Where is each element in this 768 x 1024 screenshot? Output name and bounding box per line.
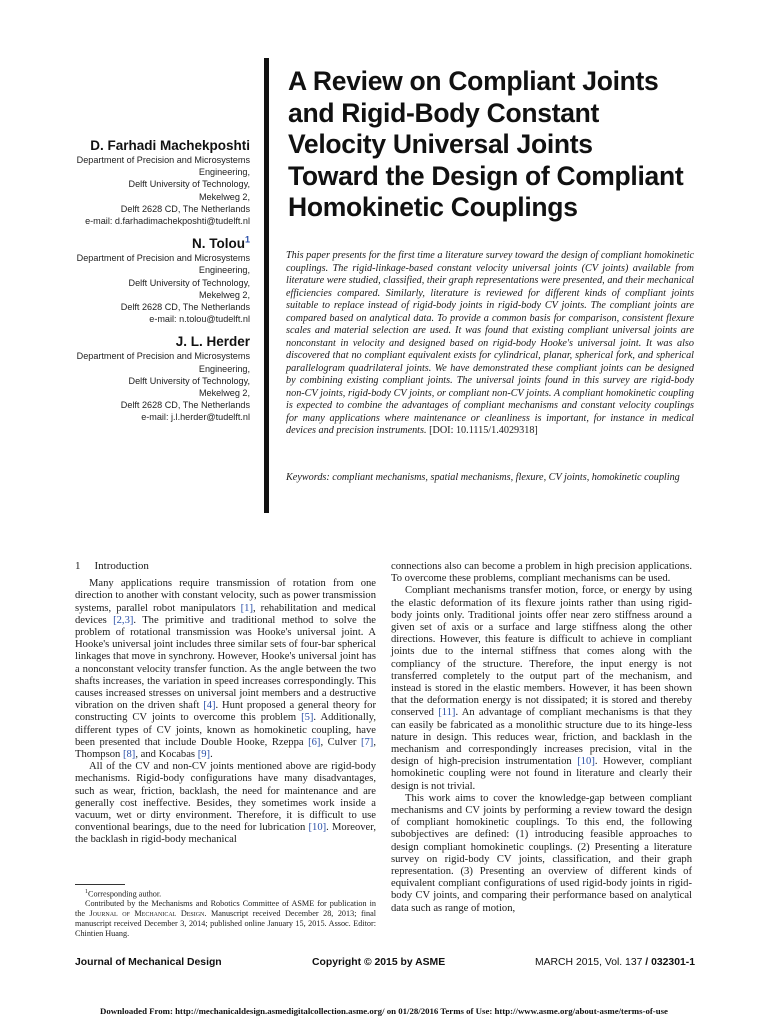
title-line: and Rigid-Body Constant — [288, 97, 600, 128]
affiliation-line: Engineering, — [198, 265, 250, 276]
text-run: . Hunt proposed a general theory for constructing CV joints to overcome this problem — [75, 700, 376, 724]
abstract — [286, 250, 694, 438]
citation-link[interactable]: [5] — [301, 712, 314, 724]
citation-link[interactable]: [10] — [308, 822, 327, 834]
citation-link[interactable]: [1] — [240, 602, 254, 614]
citation-link[interactable]: [8] — [122, 749, 136, 761]
text-run: Compliant mechanisms transfer motion, force, or energy by using the elastic deformation of its flexure joints rather than using rigid-body joints only. Traditional joints offer near zero stiffness around a given set of axis or a surface and large stiffness along the other directions. However, this feature is difficult to achieve in compliant joints due to the internal stiffness that comes along with the compliancy of the structure. Therefore, the input energy is not transferred completely to the output part of the mechanism, and instead is stored in the elastic members. However, it has been shown that the deformation energy is not dissipated; it is stored and thereby conserved — [391, 585, 692, 719]
text-run: , and Kocabas — [135, 749, 198, 761]
section-heading — [75, 560, 376, 572]
author-name-text: J. L. Herder — [175, 334, 250, 350]
footnote-journal-name: Journal of Mechanical Design — [89, 909, 205, 919]
keywords: Keywords: compliant mechanisms, spatial mechanisms, flexure, CV joints, homokinetic coupling — [286, 472, 680, 483]
affiliation-line: Department of Precision and Microsystems — [76, 351, 250, 362]
text-run: . Moreover, the backlash in rigid-body mechanical — [75, 822, 376, 846]
paragraph — [75, 761, 376, 846]
footer-page-number: 032301-1 — [651, 957, 695, 968]
footnote-mark: 1 — [85, 889, 88, 895]
paragraph — [391, 585, 692, 792]
text-run: , Thompson — [75, 736, 376, 761]
footer-journal: Journal of Mechanical Design — [75, 957, 222, 968]
section-number: 1 — [75, 560, 81, 572]
footer-copyright: Copyright © 2015 by ASME — [312, 957, 446, 968]
author-name — [60, 333, 250, 350]
author-affiliation — [60, 350, 250, 423]
text-run: . However, compliant homokinetic coupling were not found in literature and clearly their design is not trivial. — [391, 756, 692, 792]
author-affiliation — [60, 154, 250, 227]
paper-title — [288, 66, 738, 224]
text-run: , Culver — [320, 736, 361, 748]
paragraph — [391, 561, 692, 585]
affiliation-line: Engineering, — [198, 363, 250, 374]
citation-link[interactable]: [7] — [360, 736, 374, 748]
citation-link[interactable]: [11] — [438, 707, 456, 719]
citation-link[interactable]: [10] — [577, 756, 595, 768]
citation-link[interactable]: [4] — [203, 700, 216, 712]
text-run: , rehabilitation and medical devices — [75, 602, 376, 626]
affiliation-line: Delft 2628 CD, The Netherlands — [120, 302, 250, 313]
doi[interactable]: [DOI: 10.1115/1.4029318] — [429, 425, 538, 436]
affiliation-line: Delft 2628 CD, The Netherlands — [120, 203, 250, 214]
body-column-right — [391, 561, 692, 915]
affiliation-line: Delft University of Technology, — [128, 277, 250, 288]
text-run: . Additionally, different types of CV joints, known as homokinetic coupling, have been presented that include Double Hooke, Rzeppa — [75, 712, 376, 748]
footnote-rule — [75, 884, 125, 885]
author-block — [60, 235, 250, 325]
text-run: This work aims to cover the knowledge-gap between compliant mechanisms and CV joints by performing a review toward the design of compliant homokinetic couplings. To this end, the following subobjectives are defined: (1) introducing feasible approaches to design compliant homokinetic couplings. (2) Presenting a literature survey on rigid-body CV joints, classification, and their graph representation. (3) Presenting an overview of different kinds of equivalent compliant configurations of used rigid-body joints in rigid-body CV joints, and comparing their performance based on analytical data such as range of motion, — [391, 792, 692, 914]
paragraph — [391, 793, 692, 915]
title-line: Toward the Design of Compliant — [288, 160, 684, 191]
body-column-left — [75, 560, 376, 847]
footer-separator: / — [642, 957, 652, 968]
text-run: . The primitive and traditional method to solve the problem of rotational transmission was Hooke's universal joint. A Hooke's universal joint includes three similar sets of four-bar spherical linkages that move in synchrony. However, Hooke's universal joint has a nonconstant velocity transfer function. As the angle between the two shafts increases, the variation in speed increases correspondingly. This causes increased stresses on universal joint members and a destructive vibration on the driven shaft — [75, 614, 377, 712]
affiliation-line: Department of Precision and Microsystems — [76, 253, 250, 264]
author-name-text: N. Tolou — [191, 236, 245, 252]
affiliation-line: Delft 2628 CD, The Netherlands — [120, 400, 250, 411]
citation-link[interactable]: [9] — [197, 749, 211, 761]
author-email[interactable]: e-mail: n.tolou@tudelft.nl — [149, 314, 250, 325]
text-run: connections also can become a problem in high precision applications. To overcome these problems, compliant mechanisms can be used. — [391, 561, 692, 585]
affiliation-line: Delft University of Technology, — [128, 179, 250, 190]
footnote-corresponding — [75, 888, 376, 899]
paragraph — [75, 578, 376, 761]
footnote-text: . Manuscript received December 28, 2013; final manuscript received December 3, 2014; published online January 15, 2015. Assoc. Editor: Chintien Huang. — [75, 909, 376, 938]
author-name — [60, 137, 250, 154]
text-run: . — [210, 749, 213, 761]
affiliation-line: Engineering, — [198, 167, 250, 178]
author-list — [60, 137, 250, 432]
author-email[interactable]: e-mail: j.l.herder@tudelft.nl — [141, 412, 250, 423]
affiliation-line: Delft University of Technology, — [128, 375, 250, 386]
footnotes — [75, 888, 376, 938]
affiliation-line: Department of Precision and Microsystems — [76, 155, 250, 165]
affiliation-line: Mekelweg 2, — [198, 191, 250, 202]
footnote-marker[interactable]: 1 — [244, 234, 250, 245]
text-run: . An advantage of compliant mechanisms is that they can easily be fabricated as a monolithic structure due to its hinge-less nature in design. This reduces wear, friction, and backlash in the mechanism and correspondingly increases precision, vital in the design of high-precision instrumentation — [391, 707, 693, 768]
abstract-text: This paper presents for the first time a literature survey toward the design of compliant homokinetic couplings. The rigid-linkage-based constant velocity universal joints (CV joints) available from literature were studied, classified, their graph representations were presented, and their mechanical efficiencies compared. Similarly, literature is reviewed for different kinds of compliant joints suitable to replace instead of rigid-body joints in rigid-body CV joints. The compliant joints are compared based on analytical data. To provide a common basis for comparison, consistent flexure scales and material selection are used. It was found that existing compliant universal joints are nonconstant in velocity and designed based on rigid-body Hooke's universal joint. It was also discovered that no compliant equivalent exists for cylindrical, planar, spherical fork, and spherical parallelogram quadrilateral joints. We have demonstrated these compliant joints can be designed by combining existing compliant joints. The universal joints found in this survey are rigid-body non-CV joints, rigid-body CV joints, or compliant non-CV joints. A compliant homokinetic coupling is expected to combine the advantages of compliant mechanisms and constant velocity couplings for many applications where maintenance or cleanliness is important, for instance in medical devices and precision instruments. — [286, 250, 694, 436]
footnote-text: Corresponding author. — [88, 889, 162, 899]
author-affiliation — [60, 252, 250, 325]
citation-link[interactable]: [2,3] — [113, 614, 134, 626]
author-block — [60, 137, 250, 227]
author-email[interactable]: e-mail: d.farhadimachekposhti@tudelft.nl — [85, 216, 250, 227]
footer-issue — [535, 957, 695, 968]
footer-issue-date: MARCH 2015, Vol. 137 — [534, 957, 643, 968]
author-block — [60, 333, 250, 423]
title-line: Homokinetic Couplings — [288, 192, 578, 222]
title-line: A Review on Compliant Joints — [288, 66, 659, 96]
author-name-text: D. Farhadi Machekposhti — [90, 138, 250, 153]
section-title: Introduction — [94, 560, 149, 572]
author-name — [60, 235, 250, 252]
citation-link[interactable]: [6] — [308, 736, 321, 748]
title-accent-bar — [264, 58, 269, 513]
text-run: All of the CV and non-CV joints mentioned above are rigid-body mechanisms. Rigid-body configurations have many disadvantages, such as wear, friction, backlash, the need for maintenance and are generally cost ineffective. Besides, they sometimes work inside a vacuum, wet or dirty environment. Therefore, it is difficult to use conventional bearings, due to the need for lubrication — [75, 761, 376, 834]
text-run: Many applications require transmission of rotation from one direction to another with constant velocity, such as power transmission systems, parallel robot manipulators — [75, 578, 376, 614]
footnote-text: Contributed by the Mechanisms and Robotics Committee of ASME for publication in the — [75, 899, 376, 919]
footnote-contributed — [75, 899, 376, 938]
affiliation-line: Mekelweg 2, — [198, 289, 250, 300]
title-line: Velocity Universal Joints — [288, 129, 593, 159]
affiliation-line: Mekelweg 2, — [198, 388, 250, 399]
download-notice[interactable]: Downloaded From: http://mechanicaldesign.asmedigitalcollection.asme.org/ on 01/28/2016 Terms of Use: http://www.asme.org/about-asme/terms-of-use — [100, 1006, 668, 1016]
